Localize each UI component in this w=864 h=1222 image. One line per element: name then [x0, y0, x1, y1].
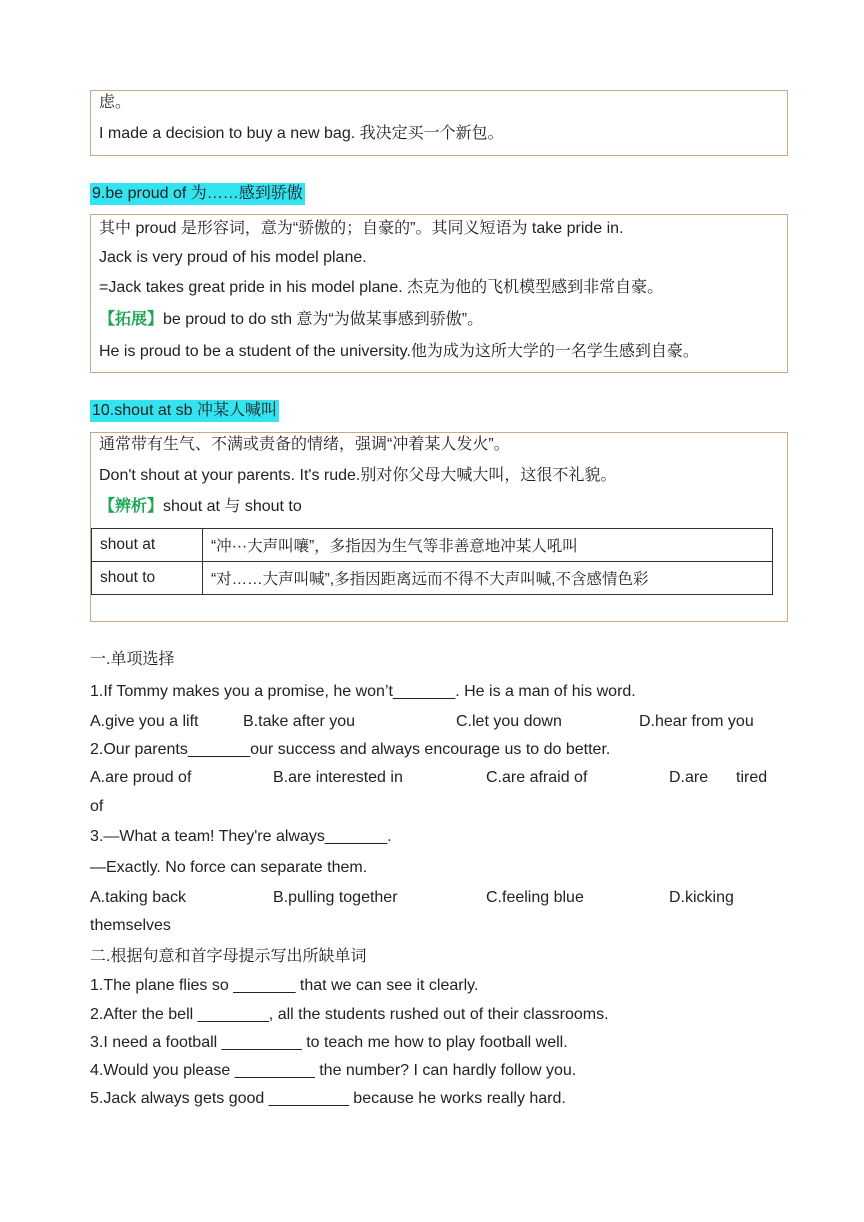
item-9-heading: 9.be proud of 为……感到骄傲 — [90, 183, 305, 205]
question-2-stem: 2.Our parents_______our success and always encourage us to do better. — [90, 741, 611, 758]
fill-in-item: 2.After the bell ________, all the students rushed out of their classrooms. — [90, 1006, 609, 1023]
question-1-option-c: C.let you down — [456, 713, 562, 730]
fill-in-item: 5.Jack always gets good _________ because he works really hard. — [90, 1090, 566, 1107]
question-1-option-a: A.give you a lift — [90, 713, 199, 730]
fill-in-item: 4.Would you please _________ the number? I can hardly follow you. — [90, 1062, 577, 1079]
note-line: 其中 proud 是形容词，意为“骄傲的；自豪的”。其同义短语为 take pride in. — [99, 220, 624, 237]
extension-line — [99, 310, 483, 330]
table-cell-desc: “冲···大声叫嚷”，多指因为生气等非善意地冲某人吼叫 — [203, 529, 773, 562]
section-2-title: 二.根据句意和首字母提示写出所缺单词 — [90, 948, 367, 965]
note-box-9 — [90, 214, 788, 373]
extension-text: be proud to do sth 意为“为做某事感到骄傲”。 — [163, 311, 484, 328]
question-3-option-a: A.taking back — [90, 889, 187, 906]
note-line: Don't shout at your parents. It's rude.别对你父母大喊大叫，这很不礼貌。 — [99, 467, 617, 484]
question-3-option-d: themselves — [90, 917, 171, 934]
question-2-option-d: of — [90, 798, 104, 815]
note-line: Jack is very proud of his model plane. — [99, 249, 367, 266]
note-box-10 — [90, 432, 788, 622]
question-2-option-b: B.are interested in — [273, 769, 403, 786]
comparison-table — [91, 528, 773, 595]
note-line: 虑。 — [99, 94, 132, 111]
section-1-title: 一.单项选择 — [90, 651, 175, 668]
comparison-line — [99, 497, 302, 517]
question-3-option-b: B.pulling together — [273, 889, 398, 906]
question-3-option-d: D.kicking — [669, 889, 734, 906]
table-row — [92, 529, 773, 562]
question-1-option-d: D.hear from you — [639, 713, 754, 730]
question-2-option-d: tired — [736, 769, 768, 786]
question-2-option-a: A.are proud of — [90, 769, 192, 786]
fill-in-item: 1.The plane flies so _______ that we can see it clearly. — [90, 977, 479, 994]
comparison-text: shout at 与 shout to — [163, 498, 302, 515]
table-cell-term: shout to — [92, 562, 203, 595]
question-3-stem: 3.—What a team! They're always_______. — [90, 828, 392, 845]
table-cell-desc: “对……大声叫喊”,多指因距离远而不得不大声叫喊,不含感情色彩 — [203, 562, 773, 595]
comparison-tag: 【辨析】 — [99, 498, 164, 515]
question-2-option-d: D.are — [669, 769, 709, 786]
question-3-option-c: C.feeling blue — [486, 889, 584, 906]
note-line: He is proud to be a student of the university.他为成为这所大学的一名学生感到自豪。 — [99, 343, 699, 360]
table-cell-term: shout at — [92, 529, 203, 562]
question-1-option-b: B.take after you — [243, 713, 356, 730]
extension-tag: 【拓展】 — [99, 311, 164, 328]
fill-in-item: 3.I need a football _________ to teach me how to play football well. — [90, 1034, 568, 1051]
question-2-option-c: C.are afraid of — [486, 769, 588, 786]
question-3-reply: —Exactly. No force can separate them. — [90, 859, 368, 876]
note-line: 通常带有生气、不满或责备的情绪，强调“冲着某人发火”。 — [99, 436, 510, 453]
note-line: =Jack takes great pride in his model plane. 杰克为他的飞机模型感到非常自豪。 — [99, 279, 664, 296]
note-line: I made a decision to buy a new bag. 我决定买一个新包。 — [99, 125, 504, 142]
note-box-8-continued — [90, 90, 788, 156]
question-1-stem: 1.If Tommy makes you a promise, he won’t_______. He is a man of his word. — [90, 683, 636, 700]
table-row — [92, 562, 773, 595]
item-10-heading: 10.shout at sb 冲某人喊叫 — [90, 400, 279, 422]
